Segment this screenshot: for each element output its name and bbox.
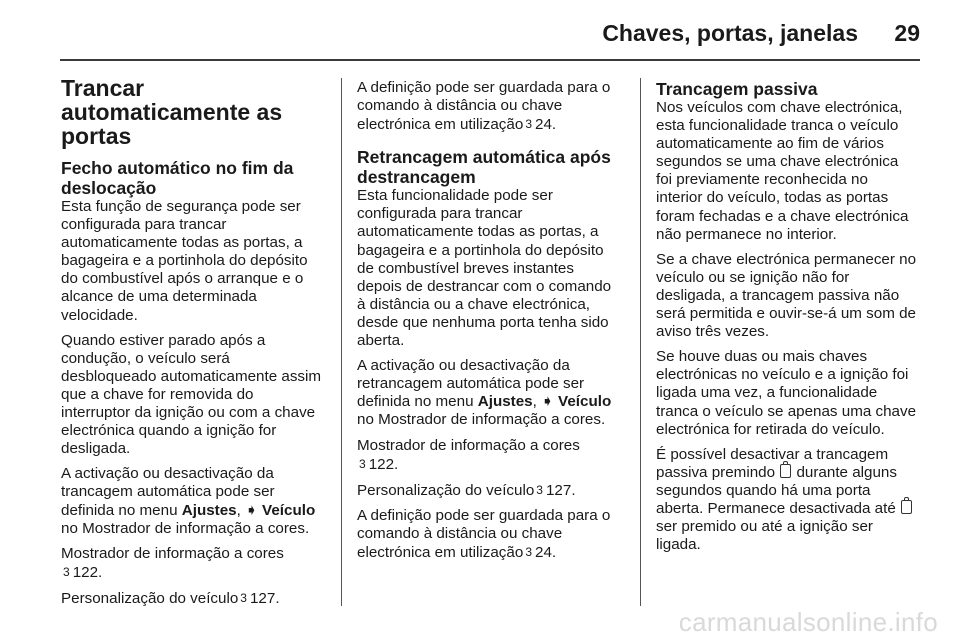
menu-settings: Ajustes (181, 501, 237, 519)
paragraph: Quando estiver parado após a condução, o veículo será desbloqueado automaticamente assim que a chave for removida do interruptor da ignição ou com a chave electrónica quando a ignição for desligada. (61, 331, 322, 458)
arrow-icon: ➧ (245, 501, 258, 519)
menu-vehicle: Veículo (558, 393, 612, 411)
column-divider-1 (341, 78, 342, 606)
paragraph: Nos veículos com chave electrónica, esta funcionalidade tranca o veículo automaticamente ao fim de vários segundos se uma chave electrónica foi previamente reconhecida no interior do veículo, todas as portas foram fechadas e a chave electrónica não permanece no interior. (656, 99, 909, 243)
page-ref-icon: 3 (536, 482, 543, 497)
column-2 (357, 79, 619, 569)
header-divider (60, 59, 920, 61)
page-ref-icon: 3 (63, 564, 70, 579)
watermark: carmanualsonline.info (678, 607, 938, 637)
paragraph: É possível desactivar a trancagem passiva premindo durante alguns segundos quando há uma porta aberta. Permanece desactivada até ser premido ou até a ignição ser ligada. (656, 446, 918, 555)
page-ref-icon: 3 (525, 117, 532, 132)
subsection-title-relock: Retrancagem automática após destrancagem (357, 147, 611, 188)
paragraph: Se a chave electrónica permanecer no veículo ou se ignição não for desligada, a trancagem passiva não será permitida e ouvir-se-á um som de aviso três vezes. (656, 250, 917, 341)
arrow-icon: ➧ (541, 393, 554, 411)
column-divider-2 (640, 78, 641, 606)
menu-settings: Ajustes (477, 393, 533, 411)
cross-reference: Mostrador de informação a cores 3 122. (357, 436, 580, 473)
lock-button-icon (901, 500, 912, 514)
paragraph: A definição pode ser guardada para o comando à distância ou chave electrónica em utilização 3 24. (357, 79, 611, 134)
lock-button-icon (780, 464, 791, 478)
column-3 (656, 79, 918, 561)
page-number: 29 (894, 20, 920, 46)
paragraph: Esta funcionalidade pode ser configurada para trancar automaticamente todas as portas, a bagageira e a portinhola do depósito de combustível breves instantes depois de destrancar com o comando à distância ou a chave electrónica, desde que nenhuma porta tenha sido aberta. (357, 187, 612, 350)
paragraph: Se houve duas ou mais chaves electrónicas no veículo e a ignição foi ligada uma vez, a funcionalidade tranca o veículo se apenas uma chave electrónica for retirada do veículo. (656, 348, 917, 438)
subsection-title-passive-lock: Trancagem passiva (656, 79, 818, 99)
paragraph: A activação ou desactivação da trancagem automática pode ser definida no menu Ajustes, ➧ Veículo no Mostrador de informação a cores. (61, 465, 316, 537)
menu-vehicle: Veículo (262, 501, 316, 519)
cross-reference: Personalização do veículo 3 127. (357, 481, 576, 499)
cross-reference: Personalização do veículo 3 127. (61, 589, 280, 607)
paragraph: A definição pode ser guardada para o comando à distância ou chave electrónica em utilização 3 24. (357, 506, 611, 561)
page-ref-icon: 3 (525, 544, 532, 559)
header-title: Chaves, portas, janelas (602, 20, 858, 46)
section-title: Trancar automaticamente as portas (61, 75, 283, 149)
page-header (60, 14, 920, 58)
page-ref-icon: 3 (240, 590, 247, 605)
column-1 (61, 76, 323, 615)
paragraph: A activação ou desactivação da retrancagem automática pode ser definida no menu Ajustes, ➧ Veículo no Mostrador de informação a cores. (357, 357, 612, 429)
subsection-title-auto-lock: Fecho automático no fim da deslocação (61, 158, 294, 198)
paragraph: Esta função de segurança pode ser configurada para trancar automaticamente todas as portas, a bagageira e a portinhola do depósito do combustível após o arranque e o alcance de uma determinada velocidade. (61, 198, 308, 324)
page-ref-icon: 3 (359, 456, 366, 471)
cross-reference: Mostrador de informação a cores 3 122. (61, 544, 284, 581)
